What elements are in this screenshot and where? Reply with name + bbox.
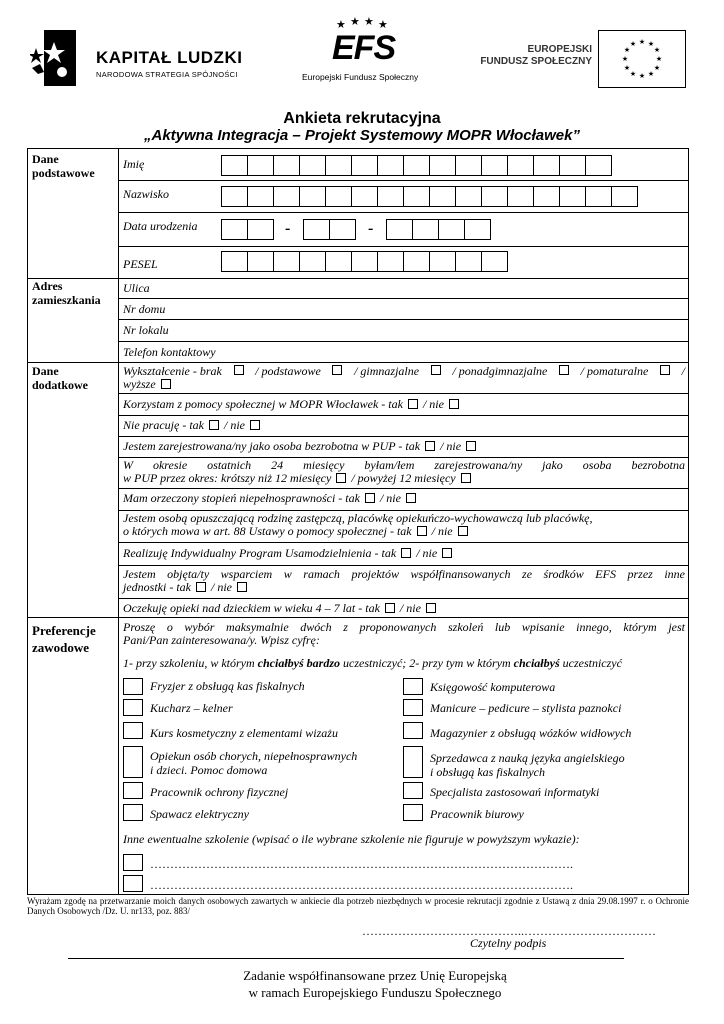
training-cook-checkbox[interactable] (123, 699, 143, 716)
period-short-checkbox[interactable] (336, 473, 346, 483)
ipu-no-checkbox[interactable] (442, 548, 452, 558)
education-postsecondary-checkbox[interactable] (660, 365, 670, 375)
footer-line-1: Zadanie współfinansowane przez Unię Europejską (243, 968, 507, 983)
efs-logo (296, 16, 436, 86)
street-field[interactable]: Ulica (123, 281, 150, 295)
kapital-ludzki-emblem-icon (30, 28, 78, 88)
training-cook-label: Kucharz – kelner (150, 701, 233, 715)
other-training-1-field[interactable]: ……………………………………………………………………………………………. (150, 857, 573, 871)
svg-text:★: ★ (623, 46, 631, 54)
section-extra-label: Dane dodatkowe (32, 364, 89, 392)
training-welder-checkbox[interactable] (123, 804, 143, 821)
svg-text:★: ★ (638, 38, 646, 46)
unemployed-yes-checkbox[interactable] (425, 441, 435, 451)
training-security-label: Pracownik ochrony fizycznej (150, 785, 289, 799)
training-it-checkbox[interactable] (403, 782, 423, 799)
birth-year-field[interactable] (386, 219, 490, 240)
other-training-2-checkbox[interactable] (123, 875, 143, 892)
education-primary-checkbox[interactable] (332, 365, 342, 375)
first-name-label: Imię (123, 157, 145, 171)
svg-text:★: ★ (647, 40, 655, 48)
svg-text:★: ★ (653, 46, 661, 54)
training-sales-checkbox[interactable] (403, 746, 423, 778)
not-working-no-checkbox[interactable] (250, 420, 260, 430)
svg-text:★: ★ (629, 70, 637, 78)
training-office-label: Pracownik biurowy (430, 807, 524, 821)
childcare-yes-checkbox[interactable] (385, 603, 395, 613)
birth-day-field[interactable] (221, 219, 273, 240)
flat-number-field[interactable]: Nr lokalu (123, 323, 169, 337)
birth-date-label: Data urodzenia (123, 219, 198, 233)
signature-line[interactable]: …………………………………..…………………………… (362, 924, 656, 938)
footer-line-2: w ramach Europejskiego Funduszu Społecznego (248, 985, 502, 1000)
efs-subtitle: Europejski Fundusz Społeczny (302, 72, 419, 82)
training-manicure-checkbox[interactable] (403, 699, 423, 716)
ipu-yes-checkbox[interactable] (401, 548, 411, 558)
eu-flag-icon (598, 30, 686, 88)
training-caregiver-checkbox[interactable] (123, 746, 143, 778)
svg-text:★: ★ (638, 72, 646, 80)
other-training-1-checkbox[interactable] (123, 854, 143, 871)
consent-text: Wyrażam zgodę na przetwarzanie moich danych osobowych zawartych w ankiecie dla potrzeb niezbędnych w procesie rekrutacji zgodnie z Ustawą z dnia 29.08.1997 r. o Ochronie Danych Osobowych /Dz. U. nr133, poz. 883/ (27, 896, 689, 916)
efs-yes-checkbox[interactable] (196, 582, 206, 592)
last-name-label: Nazwisko (123, 187, 170, 201)
kapital-ludzki-title: KAPITAŁ LUDZKI (96, 48, 243, 67)
pesel-label: PESEL (123, 257, 158, 271)
date-separator: - (285, 220, 291, 237)
social-help-question: Korzystam z pomocy społecznej w MOPR Włocławek - tak / nie (123, 398, 461, 411)
last-name-field[interactable] (221, 186, 637, 207)
eu-fund-label: EUROPEJSKI FUNDUSZ SPOŁECZNY (480, 44, 592, 67)
not-working-question: Nie pracuję - tak / nie (123, 419, 262, 432)
education-none-checkbox[interactable] (234, 365, 244, 375)
svg-text:★: ★ (623, 64, 631, 72)
training-cosmetics-label: Kurs kosmetyczny z elementami wizażu (150, 726, 338, 740)
form-subtitle: „Aktywna Integracja – Projekt Systemowy MOPR Włocławek” (144, 127, 580, 144)
training-security-checkbox[interactable] (123, 782, 143, 799)
first-name-field[interactable] (221, 155, 611, 176)
education-secondary-checkbox[interactable] (559, 365, 569, 375)
training-manicure-label: Manicure – pedicure – stylista paznokci (430, 701, 622, 715)
svg-text:★: ★ (378, 18, 388, 30)
unemployed-question: Jestem zarejestrowana/ny jako osoba bezrobotna w PUP - tak / nie (123, 440, 478, 453)
kapital-ludzki-logo (30, 28, 260, 88)
training-sales-label: Sprzedawca z nauką języka angielskiego i obsługą kas fiskalnych (430, 751, 625, 779)
eu-logo (460, 30, 690, 90)
training-accounting-checkbox[interactable] (403, 678, 423, 695)
education-gymnasium-checkbox[interactable] (431, 365, 441, 375)
social-help-yes-checkbox[interactable] (408, 399, 418, 409)
ipu-question: Realizuję Indywidualny Program Usamodzielnienia - tak / nie (123, 547, 454, 560)
training-office-checkbox[interactable] (403, 804, 423, 821)
prefs-rule: 1- przy szkoleniu, w którym chciałbyś bardzo uczestniczyć; 2- przy tym w którym chciałbyś uczestniczyć (123, 656, 622, 670)
education-higher-checkbox[interactable] (161, 379, 171, 389)
foster-care-question: Jestem osobą opuszczającą rodzinę zastępczą, placówkę opiekuńczo-wychowawczą lub placówkę, o których mowa w art. 88 Ustawy o pomocy społecznej - tak / nie (123, 511, 593, 538)
other-training-2-field[interactable]: ……………………………………………………………………………………………. (150, 878, 573, 892)
childcare-question: Oczekuję opieki nad dzieckiem w wieku 4 – 7 lat - tak / nie (123, 602, 438, 615)
svg-text:★: ★ (655, 55, 663, 63)
kapital-ludzki-subtitle: NARODOWA STRATEGIA SPÓJNOŚCI (96, 70, 238, 79)
disability-no-checkbox[interactable] (406, 493, 416, 503)
training-warehouse-label: Magazynier z obsługą wózków widłowych (430, 726, 632, 740)
prefs-intro: Proszę o wybór maksymalnie dwóch z proponowanych szkoleń lub wpisanie innego, którym jest Pani/Pan zainteresowana/y. Wpisz cyfrę: (123, 620, 685, 647)
form-title: Ankieta rekrutacyjna (283, 110, 441, 127)
period-long-checkbox[interactable] (461, 473, 471, 483)
svg-text:★: ★ (364, 16, 374, 28)
childcare-no-checkbox[interactable] (426, 603, 436, 613)
training-hairdresser-label: Fryzjer z obsługą kas fiskalnych (150, 679, 305, 693)
unemployed-no-checkbox[interactable] (466, 441, 476, 451)
efs-stars-icon (334, 16, 394, 30)
efs-no-checkbox[interactable] (237, 582, 247, 592)
svg-text:★: ★ (653, 64, 661, 72)
footer-divider (68, 958, 624, 959)
training-hairdresser-checkbox[interactable] (123, 678, 143, 695)
birth-month-field[interactable] (303, 219, 355, 240)
svg-text:★: ★ (336, 18, 346, 30)
svg-text:★: ★ (350, 16, 360, 28)
disability-yes-checkbox[interactable] (365, 493, 375, 503)
svg-text:★: ★ (647, 70, 655, 78)
training-welder-label: Spawacz elektryczny (150, 807, 249, 821)
pesel-field[interactable] (221, 251, 507, 272)
training-accounting-label: Księgowość komputerowa (430, 680, 556, 694)
training-cosmetics-checkbox[interactable] (123, 722, 143, 739)
table-column-divider (118, 148, 119, 895)
section-address-label: Adres zamieszkania (32, 279, 101, 307)
date-separator: - (368, 220, 374, 237)
foster-yes-checkbox[interactable] (417, 526, 427, 536)
section-prefs-label: Preferencje zawodowe (32, 623, 96, 655)
foster-no-checkbox[interactable] (458, 526, 468, 536)
signature-label: Czytelny podpis (470, 936, 547, 950)
disability-question: Mam orzeczony stopień niepełnosprawności - tak / nie (123, 492, 418, 505)
other-training-label: Inne ewentualne szkolenie (wpisać o ile wybrane szkolenie nie figuruje w powyższym wykazie): (123, 832, 580, 846)
education-question: Wykształcenie - brak / podstawowe / gimnazjalne / ponadgimnazjalne / pomaturalne / wyższe (123, 364, 685, 391)
house-number-field[interactable]: Nr domu (123, 302, 166, 316)
svg-text:★: ★ (621, 55, 629, 63)
social-help-no-checkbox[interactable] (449, 399, 459, 409)
section-basic-label: Dane podstawowe (32, 152, 95, 180)
training-warehouse-checkbox[interactable] (403, 722, 423, 739)
training-it-label: Specjalista zastosowań informatyki (430, 785, 600, 799)
training-caregiver-label: Opiekun osób chorych, niepełnosprawnych i dzieci. Pomoc domowa (150, 749, 358, 777)
not-working-yes-checkbox[interactable] (209, 420, 219, 430)
phone-field[interactable]: Telefon kontaktowy (123, 345, 216, 359)
efs-support-question: Jestem objęta/ty wsparciem w ramach projektów współfinansowanych ze środków EFS przez inne jednostki - tak / nie (123, 567, 685, 594)
svg-text:★: ★ (629, 40, 637, 48)
unemployment-period-question: W okresie ostatnich 24 miesięcy byłam/łem zarejestrowana/ny jako osoba bezrobotna w PUP przez okres: krótszy niż 12 miesięcy / powyżej 12 miesięcy (123, 458, 685, 485)
efs-logo-text: EFS (332, 29, 396, 67)
